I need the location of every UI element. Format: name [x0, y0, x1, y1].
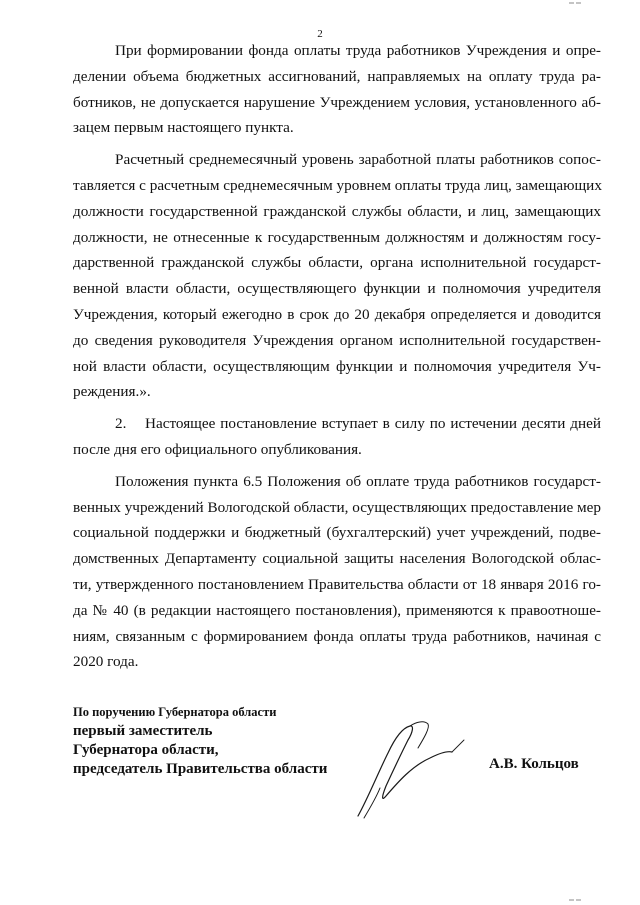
text-line: должности государственной гражданской службы области, и лиц, замещающих [73, 202, 601, 220]
text-line: должности, не отнесенные к государственным должностям и должностям госу- [73, 228, 601, 246]
text-line: зацем первым настоящего пункта. [73, 119, 294, 137]
text-line: 2020 года. [73, 653, 139, 671]
text-line: до сведения руководителя Учреждения органом исполнительной государствен- [73, 331, 601, 349]
text-line: Расчетный среднемесячный уровень заработной платы работников сопос- [115, 151, 601, 169]
text-line: При формировании фонда оплаты труда работников Учреждения и опре- [115, 42, 601, 59]
text-line: после дня его официального опубликования. [73, 440, 362, 458]
text-line: венной власти области, осуществляющего функции и полномочия учредителя [73, 280, 601, 298]
paragraph-2 [73, 147, 601, 405]
paragraph-item-2 [73, 411, 601, 463]
text-line: ботников, не допускается нарушение Учреждением условия, установленного аб- [73, 93, 601, 111]
handwritten-signature [340, 718, 470, 823]
item-text: Настоящее постановление вступает в силу по истечении десяти дней [145, 415, 601, 433]
scan-mark-bottom [568, 898, 582, 902]
scan-mark-top [568, 2, 582, 6]
paragraph-1 [73, 38, 601, 141]
text-line: да № 40 (в редакции настоящего постановления), применяются к правоотноше- [73, 601, 601, 619]
text-line: дарственной гражданской службы области, органа исполнительной государст- [73, 254, 601, 272]
text-line [73, 411, 601, 437]
text-line: делении объема бюджетных ассигнований, направляемых на оплату труда ра- [73, 67, 601, 85]
paragraph-4 [73, 469, 601, 675]
text-line: Положения пункта 6.5 Положения об оплате труда работников государст- [115, 472, 601, 490]
item-number: 2. [115, 415, 127, 433]
signatory-block [73, 704, 327, 779]
text-line: реждения.». [73, 383, 151, 401]
text-line: тавляется с расчетным среднемесячным уровнем оплаты труда лиц, замещающих [73, 176, 602, 194]
text-line: ной власти области, осуществляющим функции и полномочия учредителя Уч- [73, 357, 601, 375]
position-line: первый заместитель [73, 723, 213, 739]
text-line: венных учреждений Вологодской области, осуществляющих предоставление мер [73, 498, 601, 516]
text-line: Учреждения, который ежегодно в срок до 20 декабря определяется и доводится [73, 305, 601, 323]
text-line: социальной поддержки и бюджетный (бухгалтерский) учет учреждений, подве- [73, 524, 601, 542]
position-line: Губернатора области, [73, 742, 219, 758]
text-line: домственных Департаменту социальной защиты населения Вологодской облас- [73, 550, 601, 568]
document-body [73, 38, 601, 675]
text-line: ниям, связанным с формированием фонда оплаты труда работников, начиная с [73, 627, 601, 645]
page-number: 2 [317, 28, 323, 40]
text-line: ти, утвержденного постановлением Правительства области от 18 января 2016 го- [73, 575, 601, 593]
position-line: председатель Правительства области [73, 761, 328, 777]
signer-name: А.В. Кольцов [489, 756, 579, 772]
by-order-line: По поручению Губернатора области [73, 705, 277, 719]
